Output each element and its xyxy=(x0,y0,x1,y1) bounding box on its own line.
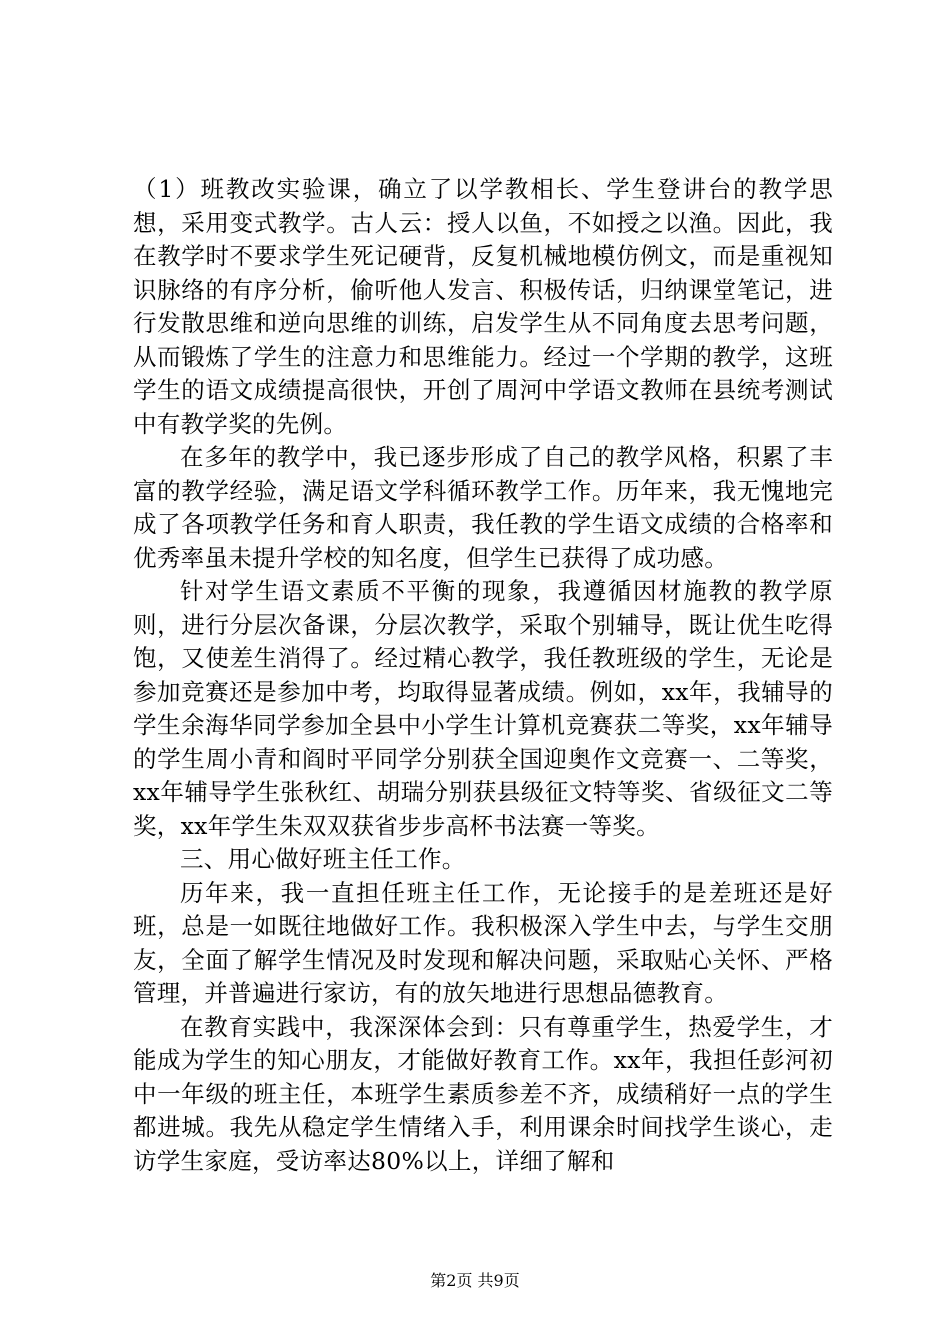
paragraph-4: 历年来，我一直担任班主任工作，无论接手的是差班还是好班，总是一如既往地做好工作。我积极深入学生中去，与学生交朋友，全面了解学生情况及时发现和解决问题，采取贴心关怀、严格管理，并普遍进行家访，有的放矢地进行思想品德教育。 xyxy=(133,878,833,1007)
document-body xyxy=(133,173,833,1178)
paragraph-1: （1）班教改实验课，确立了以学教相长、学生登讲台的教学思想，采用变式教学。古人云：授人以鱼，不如授之以渔。因此，我在教学时不要求学生死记硬背，反复机械地模仿例文，而是重视知识脉络的有序分析，偷听他人发言、积极传话，归纳课堂笔记，进行发散思维和逆向思维的训练，启发学生从不同角度去思考问题，从而锻炼了学生的注意力和思维能力。经过一个学期的教学，这班学生的语文成绩提高很快，开创了周河中学语文教师在县统考测试中有教学奖的先例。 xyxy=(133,175,833,438)
paragraph-2: 在多年的教学中，我已逐步形成了自己的教学风格，积累了丰富的教学经验，满足语文学科循环教学工作。历年来，我无愧地完成了各项教学任务和育人职责，我任教的学生语文成绩的合格率和优秀率虽未提升学校的知名度，但学生已获得了成功感。 xyxy=(133,443,833,572)
paragraph-3: 针对学生语文素质不平衡的现象，我遵循因材施教的教学原则，进行分层次备课，分层次教学，采取个别辅导，既让优生吃得饱，又使差生消得了。经过精心教学，我任教班级的学生，无论是参加竞赛还是参加中考，均取得显著成绩。例如，xx年，我辅导的学生余海华同学参加全县中小学生计算机竞赛获二等奖，xx年辅导的学生周小青和阎时平同学分别获全国迎奥作文竞赛一、二等奖，xx年辅导学生张秋红、胡瑞分别获县级征文特等奖、省级征文二等奖，xx年学生朱双双获省步步高杯书法赛一等奖。 xyxy=(133,577,833,840)
paragraph-5: 在教育实践中，我深深体会到：只有尊重学生，热爱学生，才能成为学生的知心朋友，才能做好教育工作。xx年，我担任彭河初中一年级的班主任，本班学生素质参差不齐，成绩稍好一点的学生都进城。我先从稳定学生情绪入手，利用课余时间找学生谈心，走访学生家庭，受访率达80%以上，详细了解和 xyxy=(133,1012,833,1175)
section-heading: 三、用心做好班主任工作。 xyxy=(180,845,466,873)
page-number-footer: 第2页 共9页 xyxy=(430,1271,520,1290)
